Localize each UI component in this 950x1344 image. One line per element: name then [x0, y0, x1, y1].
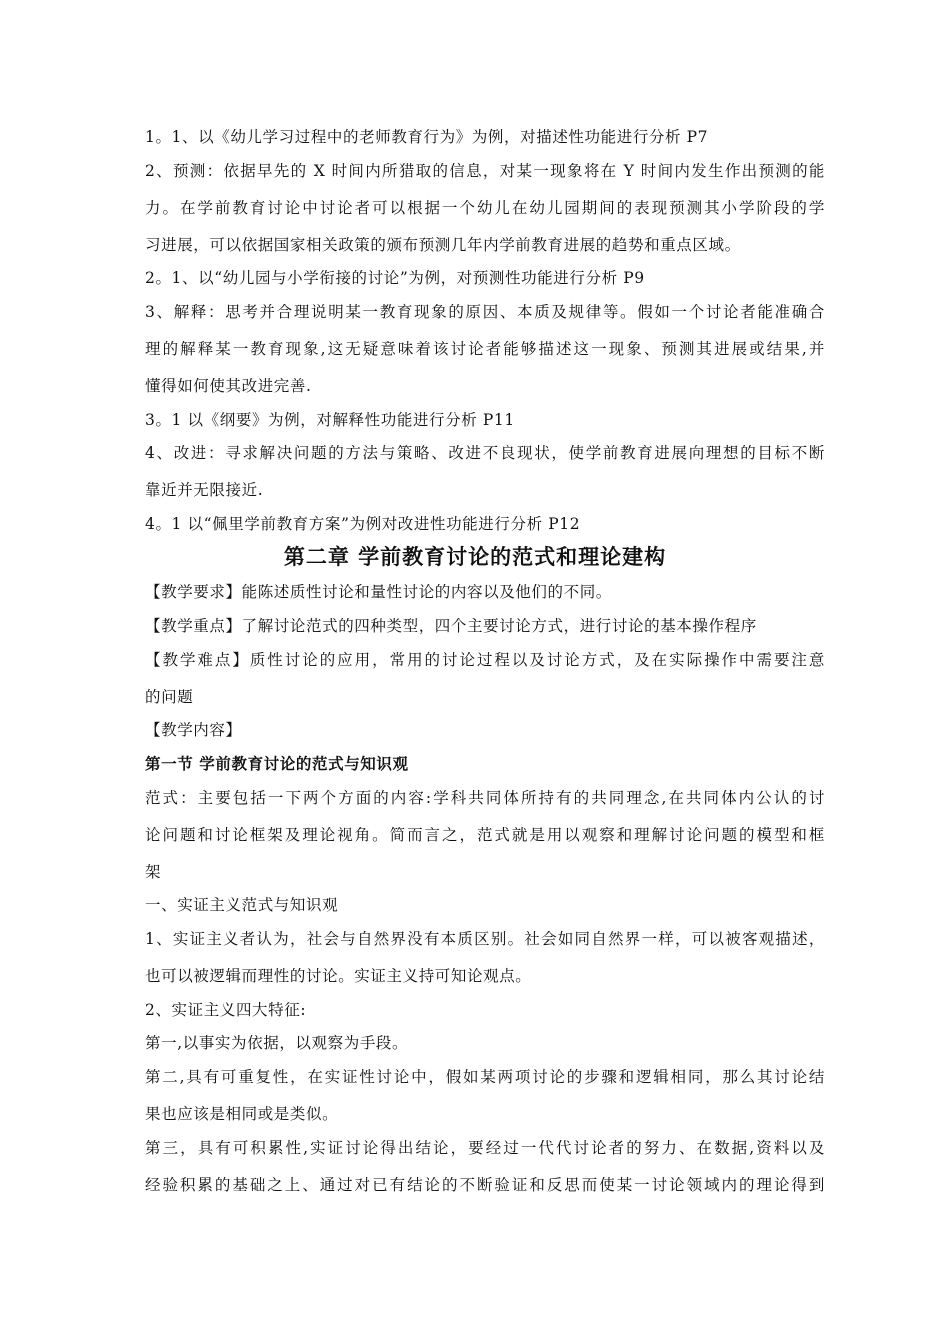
text-line: 第三，具有可积累性,实证讨论得出结论，要经过一代代讨论者的努力、在数据,资料以及	[145, 1139, 825, 1157]
text-line: 1。1、以《幼儿学习过程中的老师教育行为》为例，对描述性功能进行分析 P7	[145, 128, 709, 146]
text-line: 1、实证主义者认为，社会与自然界没有本质区别。社会如同自然界一样，可以被客观描述，	[145, 930, 825, 948]
text-line: 【教学要求】能陈述质性讨论和量性讨论的内容以及他们的不同。	[145, 583, 612, 601]
text-line: 果也应该是相同或是类似。	[145, 1105, 339, 1123]
text-line: 懂得如何使其改进完善.	[145, 377, 312, 395]
text-line: 4。1 以“佩里学前教育方案”为例对改进性功能进行分析 P12	[145, 515, 581, 533]
text-line: 第二,具有可重复性，在实证性讨论中，假如某两项讨论的步骤和逻辑相同，那么其讨论结	[145, 1068, 825, 1086]
chapter-title: 第二章 学前教育讨论的范式和理论建构	[283, 545, 667, 569]
text-line: 【教学重点】了解讨论范式的四种类型，四个主要讨论方式，进行讨论的基本操作程序	[145, 617, 757, 635]
text-line: 理的解释某一教育现象,这无疑意味着该讨论者能够描述这一现象、预测其进展或结果,并	[145, 340, 825, 358]
text-line: 论问题和讨论框架及理论视角。简而言之，范式就是用以观察和理解讨论问题的模型和框	[145, 826, 825, 844]
text-line: 4、改进：寻求解决问题的方法与策略、改进不良现状，使学前教育进展向理想的目标不断	[145, 444, 825, 462]
text-line: 经验积累的基础之上、通过对已有结论的不断验证和反思而使某一讨论领域内的理论得到	[145, 1176, 825, 1194]
text-line: 3。1 以《纲要》为例，对解释性功能进行分析 P11	[145, 411, 515, 429]
text-line: 也可以被逻辑而理性的讨论。实证主义持可知论观点。	[145, 967, 532, 985]
text-line: 3、解释：思考并合理说明某一教育现象的原因、本质及规律等。假如一个讨论者能准确合	[145, 303, 825, 321]
text-line: 【教学难点】质性讨论的应用，常用的讨论过程以及讨论方式，及在实际操作中需要注意	[145, 651, 825, 669]
text-line: 【教学内容】	[145, 721, 242, 739]
text-line: 习进展，可以依据国家相关政策的颁布预测几年内学前教育进展的趋势和重点区域。	[145, 236, 741, 254]
text-line: 第一,以事实为依据，以观察为手段。	[145, 1034, 409, 1052]
text-line: 力。在学前教育讨论中讨论者可以根据一个幼儿在幼儿园期间的表现预测其小学阶段的学	[145, 199, 825, 217]
text-line: 的问题	[145, 688, 194, 706]
section-heading: 第一节 学前教育讨论的范式与知识观	[145, 755, 409, 773]
text-line: 2。1、以“幼儿园与小学衔接的讨论”为例，对预测性功能进行分析 P9	[145, 269, 645, 287]
text-line: 靠近并无限接近.	[145, 481, 264, 499]
text-line: 2、预测：依据早先的 X 时间内所猎取的信息，对某一现象将在 Y 时间内发生作出预测的能	[145, 162, 825, 180]
text-line: 2、实证主义四大特征:	[145, 1001, 307, 1019]
text-line: 架	[145, 863, 162, 881]
text-line: 一、实证主义范式与知识观	[145, 896, 339, 914]
text-line: 范式：主要包括一下两个方面的内容:学科共同体所持有的共同理念,在共同体内公认的讨	[145, 789, 825, 807]
